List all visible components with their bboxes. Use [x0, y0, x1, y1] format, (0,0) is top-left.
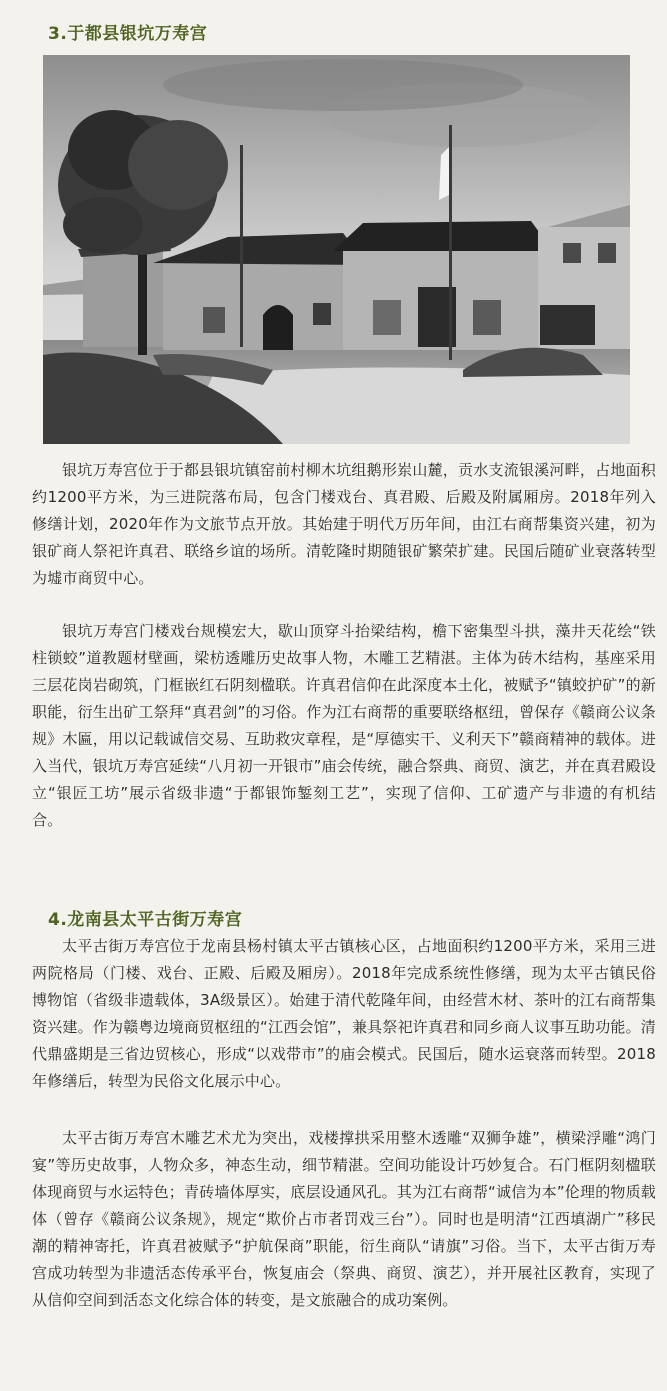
section-4-title: 4.龙南县太平古街万寿宫 — [48, 910, 243, 930]
section-3-paragraph-1: 银坑万寿宫位于于都县银坑镇窑前村柳木坑组鹅形岽山麓，贡水支流银溪河畔，占地面积约1200平方米，为三进院落布局，包含门楼戏台、真君殿、后殿及附属厢房。2018年列入修缮计划，2020年作为文旅节点开放。其始建于明代万历年间，由江右商帮集资兴建，初为银矿商人祭祀许真君、联络乡谊的场所。清乾隆时期随银矿繁荣扩建。民国后随矿业衰落转型为墟市商贸中心。 — [32, 461, 656, 587]
wanshou-temple-photo — [43, 55, 630, 444]
section-4-paragraph-2: 太平古街万寿宫木雕艺术尤为突出，戏楼撑拱采用整木透雕“双狮争雄”，横梁浮雕“鸿门宴”等历史故事，人物众多，神态生动，细节精湛。空间功能设计巧妙复合。石门框阴刻楹联体现商贸与水运特色；青砖墙体厚实，底层设通风孔。其为江右商帮“诚信为本”伦理的物质载体（曾存《赣商公议条规》，规定“欺价占市者罚戏三台”）。同时也是明清“江西填湖广”移民潮的精神寄托，许真君被赋予“护航保商”职能，衍生商队“请旗”习俗。当下，太平古街万寿宫成功转型为非遗活态传承平台，恢复庙会（祭典、商贸、演艺），并开展社区教育，实现了从信仰空间到活态文化综合体的转变，是文旅融合的成功案例。 — [32, 1129, 656, 1309]
section-3-paragraph-2: 银坑万寿宫门楼戏台规模宏大，歇山顶穿斗抬梁结构，檐下密集型斗拱，藻井天花绘“铁柱锁蛟”道教题材壁画，梁枋透雕历史故事人物，木雕工艺精湛。主体为砖木结构，基座采用三层花岗岩砌筑，门框嵌红石阴刻楹联。许真君信仰在此深度本土化，被赋予“镇蛟护矿”的新职能，衍生出矿工祭拜“真君剑”的习俗。作为江右商帮的重要联络枢纽，曾保存《赣商公议条规》木匾，用以记载诚信交易、互助救灾章程，是“厚德实干、义利天下”赣商精神的载体。进入当代，银坑万寿宫延续“八月初一开银市”庙会传统，融合祭典、商贸、演艺，并在真君殿设立“银匠工坊”展示省级非遗“于都银饰錾刻工艺”，实现了信仰、工矿遗产与非遗的有机结合。 — [32, 622, 656, 829]
section-3-title: 3.于都县银坑万寿宫 — [48, 24, 208, 44]
section-4-paragraph-1: 太平古街万寿宫位于龙南县杨村镇太平古镇核心区，占地面积约1200平方米，采用三进两院格局（门楼、戏台、正殿、后殿及厢房）。2018年完成系统性修缮，现为太平古镇民俗博物馆（省级非遗载体，3A级景区）。始建于清代乾隆年间，由经营木材、茶叶的江右商帮集资兴建。作为赣粤边境商贸枢纽的“江西会馆”，兼具祭祀许真君和同乡商人议事互助功能。清代鼎盛期是三省边贸核心，形成“以戏带市”的庙会模式。民国后，随水运衰落而转型。2018年修缮后，转型为民俗文化展示中心。 — [32, 937, 656, 1090]
